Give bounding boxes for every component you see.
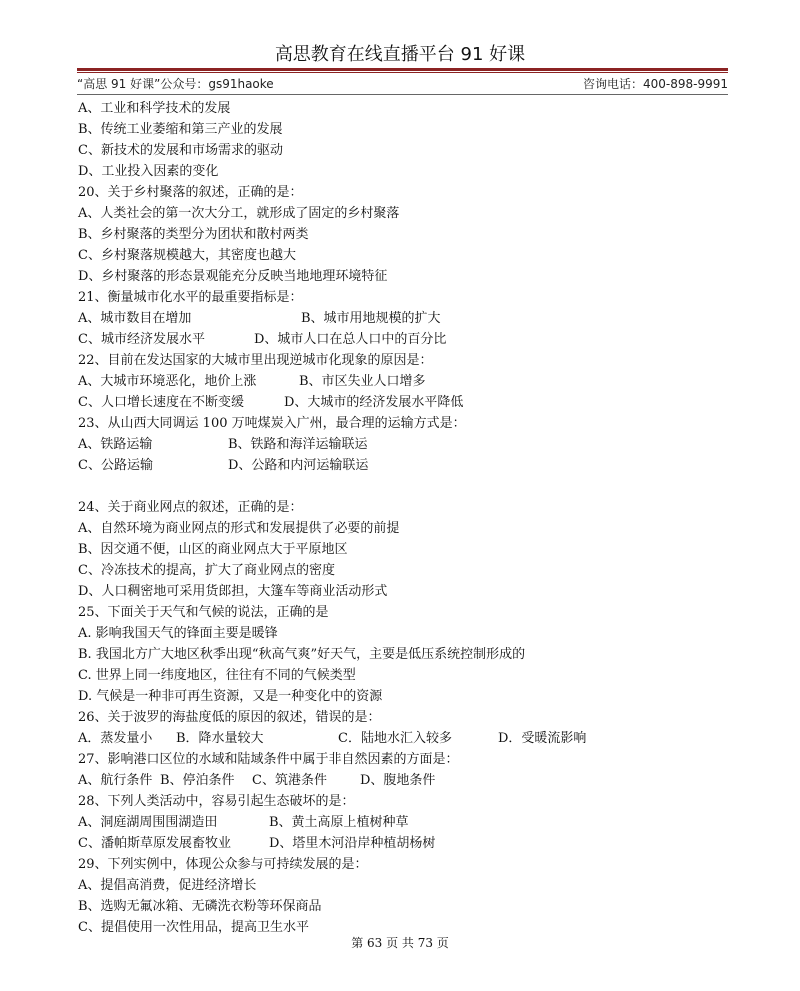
- option-text: A．蒸发量小: [78, 731, 153, 746]
- option-text: B、停泊条件: [160, 773, 235, 788]
- option-text: B、市区失业人口增多: [299, 374, 426, 389]
- question-content: [78, 98, 728, 938]
- text-line: B、传统工业萎缩和第三产业的发展: [78, 122, 283, 137]
- page-header-title: 高思教育在线直播平台 91 好课: [274, 44, 526, 65]
- options-line: [78, 329, 728, 350]
- text-line: D、人口稠密地可采用货郎担，大篷车等商业活动形式: [78, 584, 388, 599]
- header-rule-thick: [77, 68, 728, 71]
- options-line: [78, 371, 728, 392]
- options-line: [78, 392, 728, 413]
- header-rule-bottom: [77, 94, 728, 95]
- option-text: C、潘帕斯草原发展畜牧业: [78, 836, 231, 851]
- option-text: B、城市用地规模的扩大: [301, 311, 441, 326]
- phone-text: 咨询电话：400-898-9991: [582, 77, 728, 91]
- option-text: C、城市经济发展水平: [78, 332, 205, 347]
- text-line: A、工业和科学技术的发展: [78, 101, 231, 116]
- text-line: C、新技术的发展和市场需求的驱动: [78, 143, 283, 158]
- text-line: B、乡村聚落的类型分为团状和散村两类: [78, 227, 309, 242]
- header-subline: [77, 75, 728, 93]
- option-text: B、黄土高原上植树种草: [269, 815, 409, 830]
- option-text: D、城市人口在总人口中的百分比: [254, 332, 447, 347]
- option-text: 27、影响港口区位的水域和陆域条件中属于非自然因素的方面是：: [78, 752, 459, 767]
- option-text: B、铁路和海洋运输联运: [228, 437, 368, 452]
- text-line: 20、关于乡村聚落的叙述，正确的是：: [78, 185, 303, 200]
- text-line: D、乡村聚落的形态景观能充分反映当地地理环境特征: [78, 269, 388, 284]
- text-line: 23、从山西大同调运 100 万吨煤炭入广州，最合理的运输方式是：: [78, 416, 466, 431]
- option-text: D、腹地条件: [360, 773, 436, 788]
- text-line: A、自然环境为商业网点的形式和发展提供了必要的前提: [78, 521, 400, 536]
- text-line: 21、衡量城市化水平的最重要指标是：: [78, 290, 303, 305]
- text-line: D、工业投入因素的变化: [78, 164, 219, 179]
- options-line: [78, 455, 728, 476]
- options-line: [78, 833, 728, 854]
- option-text: B．降水量较大: [176, 731, 264, 746]
- options-line: [78, 308, 728, 329]
- text-line: 26、关于波罗的海盐度低的原因的叙述，错误的是：: [78, 710, 381, 725]
- option-text: D、大城市的经济发展水平降低: [284, 395, 464, 410]
- text-line: D. 气候是一种非可再生资源，又是一种变化中的资源: [78, 689, 383, 704]
- option-text: A、航行条件: [78, 773, 153, 788]
- text-line: 25、下面关于天气和气候的说法，正确的是: [78, 605, 329, 620]
- text-line: 22、目前在发达国家的大城市里出现逆城市化现象的原因是：: [78, 353, 433, 368]
- text-line: C、提倡使用一次性用品，提高卫生水平: [78, 920, 309, 935]
- blank-line: [78, 476, 728, 497]
- text-line: 24、关于商业网点的叙述，正确的是：: [78, 500, 303, 515]
- wechat-account-text: “高思 91 好课”公众号：gs91haoke: [77, 77, 274, 91]
- text-line: B. 我国北方广大地区秋季出现“秋高气爽”好天气，主要是低压系统控制形成的: [78, 647, 526, 662]
- option-text: D、公路和内河运输联运: [228, 458, 369, 473]
- option-text: D．受暖流影响: [498, 731, 587, 746]
- text-line: B、选购无氟冰箱、无磷洗衣粉等环保商品: [78, 899, 322, 914]
- header-rule-thin: [77, 72, 728, 73]
- options-line: [78, 728, 728, 749]
- option-text: C、公路运输: [78, 458, 153, 473]
- text-line: C、乡村聚落规模越大，其密度也越大: [78, 248, 296, 263]
- option-text: C、筑港条件: [252, 773, 327, 788]
- option-text: A、洞庭湖周围围湖造田: [78, 815, 218, 830]
- options-line: [78, 434, 728, 455]
- option-text: A、城市数目在增加: [78, 311, 192, 326]
- options-line: [78, 749, 728, 770]
- options-line: [78, 812, 728, 833]
- option-text: A、大城市环境恶化，地价上涨: [78, 374, 257, 389]
- text-line: B、因交通不便，山区的商业网点大于平原地区: [78, 542, 348, 557]
- option-text: C、人口增长速度在不断变缓: [78, 395, 244, 410]
- option-text: C．陆地水汇入较多: [338, 731, 452, 746]
- text-line: A、人类社会的第一次大分工，就形成了固定的乡村聚落: [78, 206, 400, 221]
- page-number-footer: 第 63 页 共 73 页: [351, 936, 449, 950]
- text-line: 28、下列人类活动中，容易引起生态破坏的是：: [78, 794, 355, 809]
- option-text: D、塔里木河沿岸种植胡杨树: [269, 836, 436, 851]
- text-line: A. 影响我国天气的锋面主要是暖锋: [78, 626, 278, 641]
- text-line: A、提倡高消费，促进经济增长: [78, 878, 257, 893]
- text-line: 29、下列实例中，体现公众参与可持续发展的是：: [78, 857, 368, 872]
- text-line: C. 世界上同一纬度地区，往往有不同的气候类型: [78, 668, 356, 683]
- option-text: A、铁路运输: [78, 437, 153, 452]
- text-line: C、冷冻技术的提高，扩大了商业网点的密度: [78, 563, 335, 578]
- options-line: [78, 770, 728, 791]
